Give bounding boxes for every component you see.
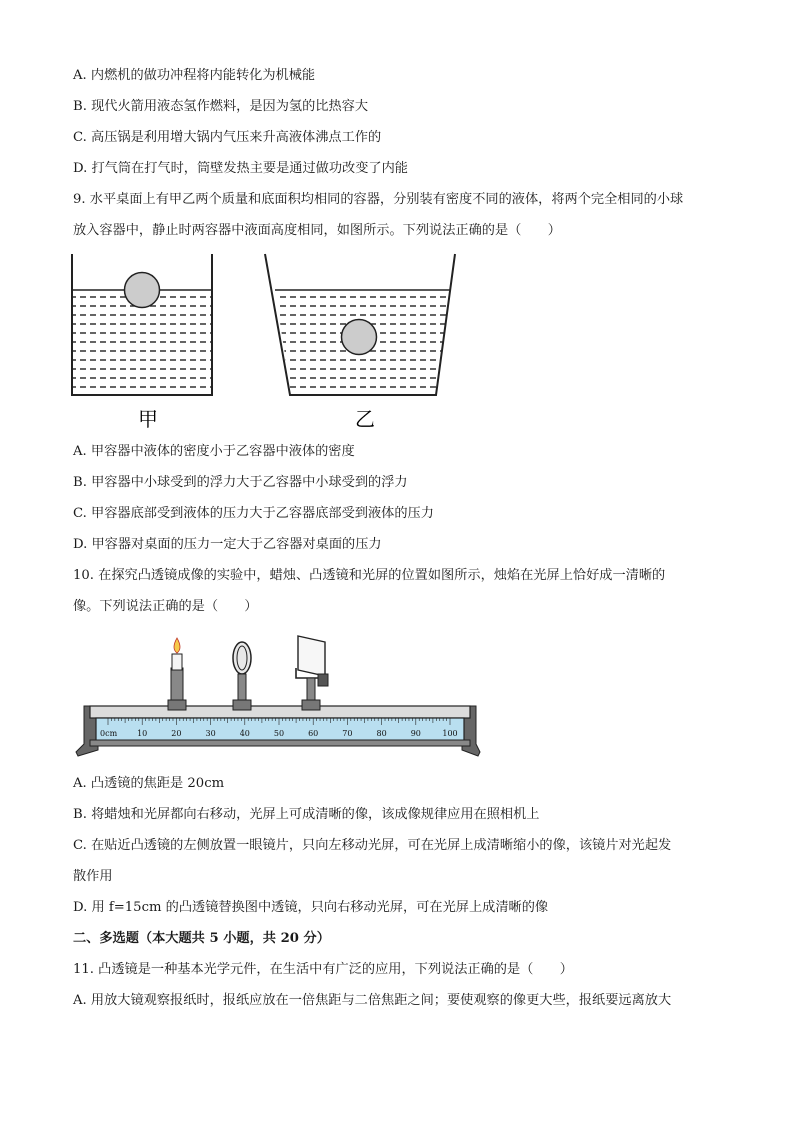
ruler-label: 60 bbox=[308, 729, 319, 738]
ball-yi bbox=[342, 320, 377, 355]
q9-option-b: B. 甲容器中小球受到的浮力大于乙容器中小球受到的浮力 bbox=[73, 475, 408, 490]
q9-stem-line1: 9. 水平桌面上有甲乙两个质量和底面积均相同的容器，分别装有密度不同的液体，将两个完全相同的小球 bbox=[73, 192, 684, 207]
q8-option-a: A. 内燃机的做功冲程将内能转化为机械能 bbox=[73, 68, 316, 83]
q10-option-a: A. 凸透镜的焦距是 20cm bbox=[73, 776, 225, 791]
q10-option-c-line1: C. 在贴近凸透镜的左侧放置一眼镜片，只向左移动光屏，可在光屏上成清晰缩小的像，该镜片对光起发 bbox=[73, 838, 672, 853]
container-yi bbox=[265, 254, 455, 395]
q8-option-b: B. 现代火箭用液态氢作燃料，是因为氢的比热容大 bbox=[73, 99, 369, 114]
q10-option-c-line2: 散作用 bbox=[73, 869, 113, 884]
ruler-label: 50 bbox=[273, 729, 285, 738]
ruler-label: 30 bbox=[205, 729, 216, 738]
section-heading-multiple-choice: 二、多选题（本大题共 5 小题，共 20 分） bbox=[73, 931, 330, 946]
light-screen bbox=[296, 636, 328, 710]
q9-option-c: C. 甲容器底部受到液体的压力大于乙容器底部受到液体的压力 bbox=[73, 506, 434, 521]
q9-stem-line2: 放入容器中，静止时两容器中液面高度相同，如图所示。下列说法正确的是（ ） bbox=[73, 223, 561, 238]
ruler-label: 80 bbox=[376, 729, 387, 738]
label-yi: 乙 bbox=[355, 407, 375, 431]
q10-option-b: B. 将蜡烛和光屏都向右移动，光屏上可成清晰的像，该成像规律应用在照相机上 bbox=[73, 807, 540, 822]
ruler-label: 100 bbox=[442, 729, 458, 738]
q8-option-c: C. 高压锅是利用增大锅内气压来升高液体沸点工作的 bbox=[73, 130, 382, 145]
ball-jia bbox=[125, 273, 160, 308]
convex-lens bbox=[233, 642, 251, 710]
q9-option-d: D. 甲容器对桌面的压力一定大于乙容器对桌面的压力 bbox=[73, 537, 382, 552]
q11-option-a: A. 用放大镜观察报纸时，报纸应放在一倍焦距与二倍焦距之间；要使观察的像更大些，报纸要远离放大 bbox=[73, 993, 672, 1008]
ruler-label: 10 bbox=[137, 729, 148, 738]
ruler-label: 20 bbox=[171, 729, 182, 738]
ruler-label: 40 bbox=[239, 729, 250, 738]
q11-stem: 11. 凸透镜是一种基本光学元件，在生活中有广泛的应用，下列说法正确的是（ ） bbox=[73, 962, 573, 977]
ruler-label: 90 bbox=[410, 729, 421, 738]
ruler-label: 70 bbox=[342, 729, 353, 738]
q9-figure bbox=[60, 248, 460, 438]
q10-stem-line1: 10. 在探究凸透镜成像的实验中，蜡烛、凸透镜和光屏的位置如图所示，烛焰在光屏上恰好成一清晰的 bbox=[73, 568, 666, 583]
q10-optical-bench-figure bbox=[70, 628, 490, 768]
candle bbox=[168, 638, 186, 710]
q10-option-d: D. 用 f=15cm 的凸透镜替换图中透镜，只向右移动光屏，可在光屏上成清晰的像 bbox=[73, 900, 549, 915]
q8-option-d: D. 打气筒在打气时，筒壁发热主要是通过做功改变了内能 bbox=[73, 161, 408, 176]
label-jia: 甲 bbox=[138, 407, 158, 431]
q10-stem-line2: 像。下列说法正确的是（ ） bbox=[73, 599, 258, 614]
q9-option-a: A. 甲容器中液体的密度小于乙容器中液体的密度 bbox=[73, 444, 355, 459]
container-jia bbox=[72, 254, 212, 395]
ruler-label: 0cm bbox=[100, 729, 118, 738]
